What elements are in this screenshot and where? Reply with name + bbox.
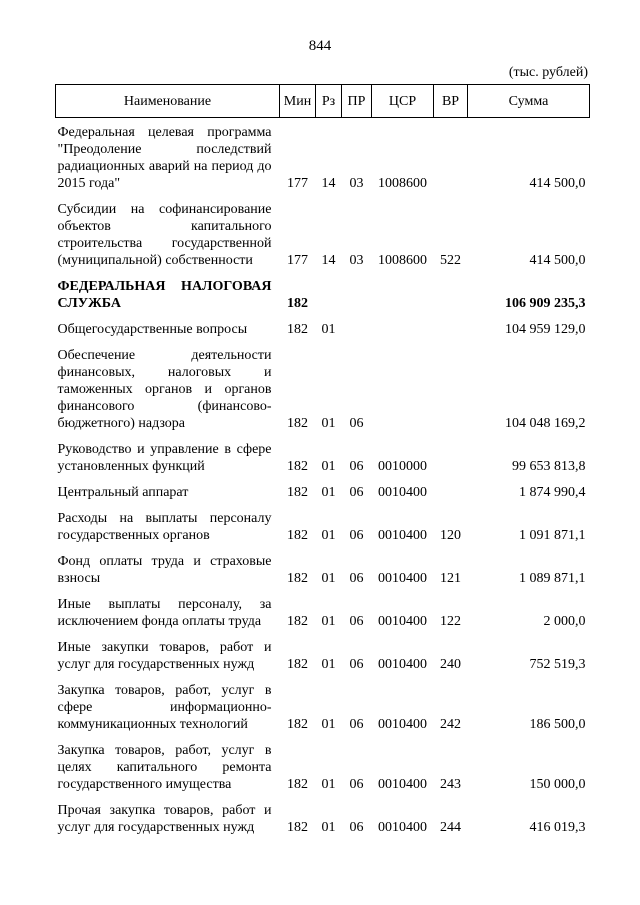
row-rz: 01 [321,322,336,337]
table-row [56,475,590,501]
table-row [56,793,590,836]
row-min: 182 [287,528,308,543]
row-name: Прочая закупка товаров, работ и услуг для государственных нужд [57,803,272,835]
row-min: 182 [287,820,308,835]
row-name: Фонд оплаты труда и страховые взносы [57,554,272,586]
header-min: Мин [280,85,316,118]
row-pr [342,312,372,338]
row-sum: 1 874 990,4 [519,485,586,500]
table-header-row [56,85,590,118]
row-csr: 0010400 [378,614,427,629]
row-rz: 01 [321,528,336,543]
row-sum: 414 500,0 [529,253,586,268]
row-vr [434,269,468,312]
row-pr: 06 [349,485,364,500]
row-pr: 06 [349,459,364,474]
page-number: 844 [308,38,332,54]
row-csr: 0010400 [378,820,427,835]
row-sum: 104 959 129,0 [505,322,586,337]
row-min: 182 [287,777,308,792]
row-pr: 06 [349,777,364,792]
row-rz: 01 [321,571,336,586]
row-vr [434,432,468,475]
row-rz [316,269,342,312]
row-pr: 06 [349,528,364,543]
row-name: Закупка товаров, работ, услуг в сфере информационно-коммуникационных технологий [57,683,272,732]
row-pr: 06 [349,416,364,431]
units-label: (тыс. рублей) [508,65,588,80]
row-rz: 01 [321,459,336,474]
row-min: 182 [287,571,308,586]
row-csr: 1008600 [378,176,427,191]
header-rz: Рз [316,85,342,118]
row-sum: 752 519,3 [529,657,586,672]
row-vr: 522 [440,253,461,268]
row-min: 182 [287,416,308,431]
row-min: 182 [287,485,308,500]
row-pr: 03 [349,176,364,191]
table-row [56,630,590,673]
row-vr: 120 [440,528,461,543]
row-name: Закупка товаров, работ, услуг в целях капитального ремонта государственного имущества [57,743,272,792]
row-vr: 242 [440,717,461,732]
row-sum: 1 089 871,1 [519,571,586,586]
row-vr: 122 [440,614,461,629]
table-body [56,118,590,837]
row-pr [342,269,372,312]
table-row [56,501,590,544]
row-sum: 414 500,0 [529,176,586,191]
row-name: Федеральная целевая программа "Преодоление последствий радиационных аварий на период до 2015 года" [57,125,272,191]
row-pr: 06 [349,571,364,586]
row-csr [372,269,434,312]
table-row [56,312,590,338]
header-name: Наименование [56,85,280,118]
row-rz: 01 [321,657,336,672]
row-min: 177 [287,176,308,191]
row-vr: 240 [440,657,461,672]
table-row [56,118,590,193]
table-row [56,673,590,733]
row-vr [434,312,468,338]
row-vr: 244 [440,820,461,835]
row-csr: 0010400 [378,657,427,672]
row-min: 182 [287,296,308,311]
row-sum: 2 000,0 [543,614,586,629]
row-rz: 14 [321,253,336,268]
row-name: ФЕДЕРАЛЬНАЯ НАЛОГОВАЯ СЛУЖБА [57,279,272,311]
header-vr: ВР [434,85,468,118]
table-row [56,733,590,793]
row-rz: 01 [321,416,336,431]
row-vr: 243 [440,777,461,792]
row-pr: 06 [349,614,364,629]
row-vr: 121 [440,571,461,586]
row-min: 182 [287,717,308,732]
table-row [56,338,590,432]
row-csr: 0010400 [378,485,427,500]
row-sum: 99 653 813,8 [512,459,586,474]
table-row [56,432,590,475]
header-sum: Сумма [468,85,590,118]
row-name: Иные выплаты персоналу, за исключением фонда оплаты труда [57,597,272,629]
row-csr: 0010400 [378,717,427,732]
row-pr: 06 [349,717,364,732]
table-row [56,587,590,630]
row-csr: 0010400 [378,571,427,586]
row-name: Руководство и управление в сфере установленных функций [57,442,272,474]
header-pr: ПР [342,85,372,118]
row-sum: 416 019,3 [529,820,586,835]
row-rz: 14 [321,176,336,191]
table-row [56,269,590,312]
row-csr: 0010400 [378,528,427,543]
row-name: Расходы на выплаты персоналу государственных органов [57,511,272,543]
row-rz: 01 [321,777,336,792]
row-name: Иные закупки товаров, работ и услуг для государственных нужд [57,640,272,672]
row-min: 182 [287,614,308,629]
row-vr [434,338,468,432]
row-csr: 1008600 [378,253,427,268]
row-pr: 03 [349,253,364,268]
row-pr: 06 [349,657,364,672]
row-name: Субсидии на софинансирование объектов капитального строительства государственной (муниципальной) собственности [57,202,272,268]
header-csr: ЦСР [372,85,434,118]
row-pr: 06 [349,820,364,835]
row-rz: 01 [321,717,336,732]
row-name: Центральный аппарат [57,485,189,500]
row-vr [434,118,468,193]
row-sum: 104 048 169,2 [505,416,586,431]
row-min: 182 [287,657,308,672]
table-row [56,192,590,269]
row-sum: 106 909 235,3 [505,296,586,311]
budget-table [55,84,590,836]
row-csr: 0010000 [378,459,427,474]
row-rz: 01 [321,614,336,629]
row-rz: 01 [321,485,336,500]
row-sum: 1 091 871,1 [519,528,586,543]
row-csr: 0010400 [378,777,427,792]
row-min: 182 [287,322,308,337]
row-csr [372,338,434,432]
row-name: Обеспечение деятельности финансовых, налоговых и таможенных органов и органов финансового (финансово-бюджетного) надзора [57,348,272,431]
row-sum: 186 500,0 [529,717,586,732]
row-rz: 01 [321,820,336,835]
row-min: 177 [287,253,308,268]
row-csr [372,312,434,338]
row-sum: 150 000,0 [529,777,586,792]
row-name: Общегосударственные вопросы [57,322,248,337]
table-row [56,544,590,587]
row-min: 182 [287,459,308,474]
row-vr [434,475,468,501]
